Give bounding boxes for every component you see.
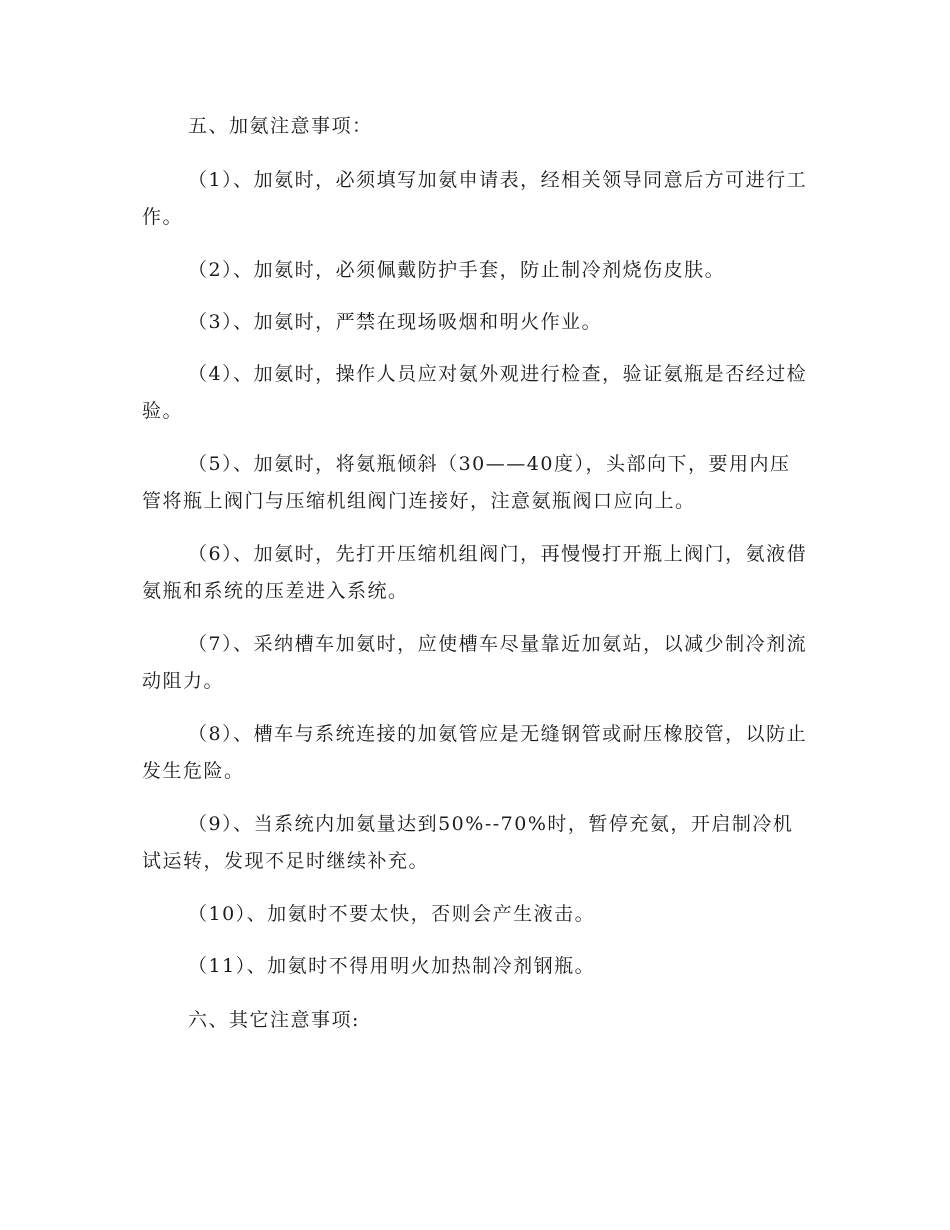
list-item: （2）、加氨时，必须佩戴防护手套，防止制冷剂烧伤皮肤。 [188, 259, 726, 281]
list-item: （6）、加氨时，先打开压缩机组阀门，再慢慢打开瓶上阀门，氨液借氨瓶和系统的压差进入系统。 [142, 543, 808, 602]
section-heading-6: 六、其它注意事项: [188, 1009, 360, 1031]
section-heading-5: 五、加氨注意事项： [188, 115, 373, 137]
list-item: （3）、加氨时，严禁在现场吸烟和明火作业。 [188, 311, 603, 333]
list-item: （5）、加氨时，将氨瓶倾斜（30——40度），头部向下，要用内压管将瓶上阀门与压缩机组阀门连接好，注意氨瓶阀口应向上。 [142, 453, 791, 512]
list-item: （11）、加氨时不得用明火加热制冷剂钢瓶。 [188, 955, 596, 977]
list-item: （1）、加氨时，必须填写加氨申请表，经相关领导同意后方可进行工作。 [142, 169, 808, 228]
list-item: （8）、槽车与系统连接的加氨管应是无缝钢管或耐压橡胶管，以防止发生危险。 [142, 723, 808, 782]
list-item: （4）、加氨时，操作人员应对氨外观进行检查，验证氨瓶是否经过检验。 [142, 363, 808, 422]
list-item: （7）、采纳槽车加氨时，应使槽车尽量靠近加氨站，以减少制冷剂流动阻力。 [142, 633, 808, 692]
list-item: （9）、当系统内加氨量达到50%--70%时，暂停充氨，开启制冷机试运转，发现不足时继续补充。 [142, 813, 794, 872]
list-item: （10）、加氨时不要太快，否则会产生液击。 [188, 903, 596, 925]
